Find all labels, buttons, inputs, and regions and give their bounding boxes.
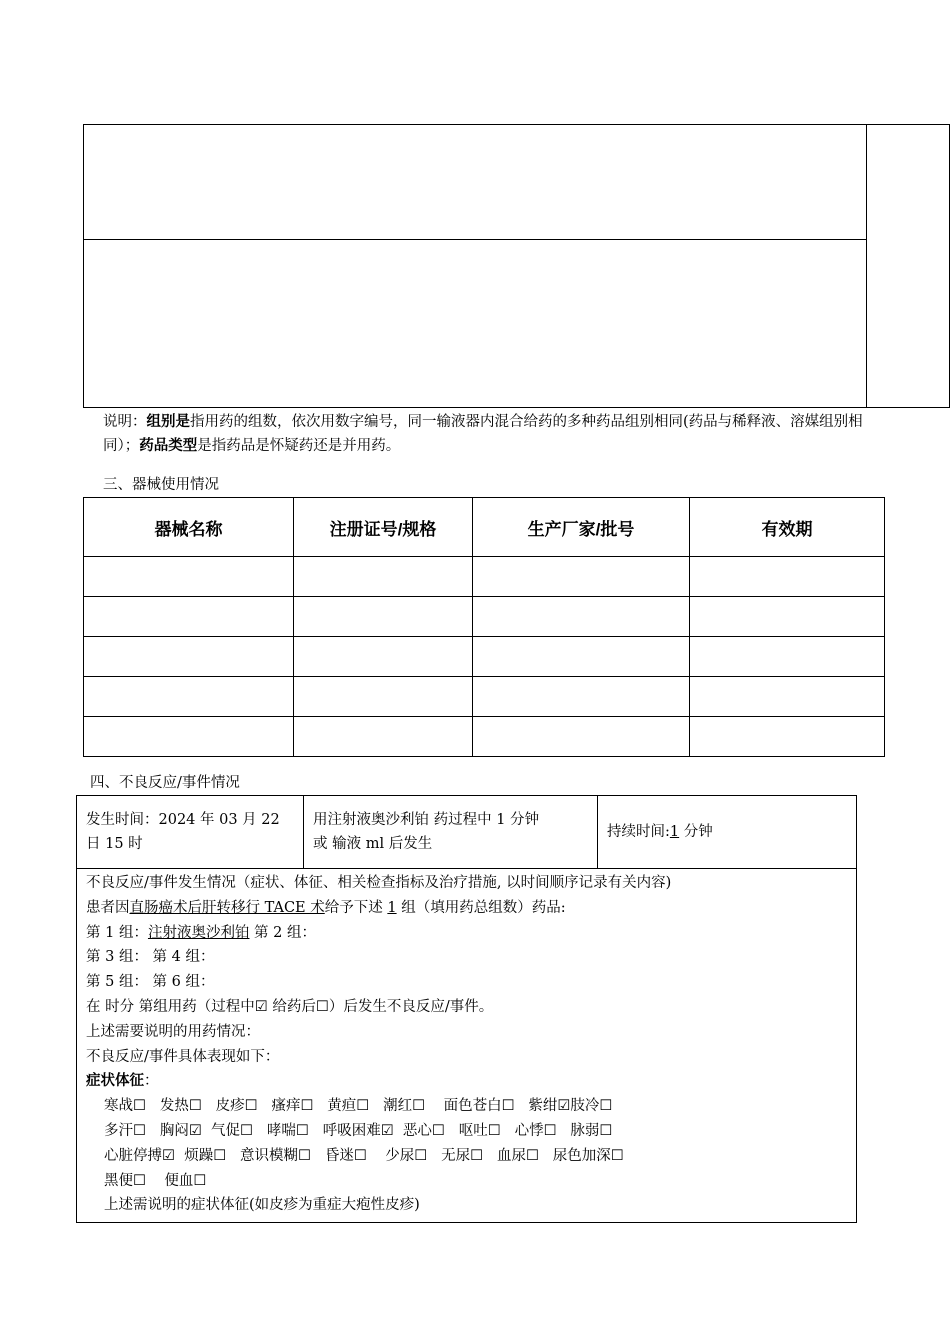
symptom-row-4[interactable]: 黑便☐ 便血☐: [104, 1172, 207, 1189]
device-cell[interactable]: [84, 717, 294, 757]
device-cell[interactable]: [690, 717, 885, 757]
drug-table-fragment: [83, 124, 950, 408]
patient-line: [86, 896, 847, 921]
group-2-label: 第 2 组：: [249, 924, 317, 941]
duration-cell: [598, 796, 857, 869]
col-manufacturer: 生产厂家/批号: [473, 498, 690, 557]
device-cell[interactable]: [473, 597, 690, 637]
device-cell[interactable]: [294, 637, 473, 677]
note-prefix: 说明：: [103, 414, 147, 430]
device-cell[interactable]: [294, 557, 473, 597]
drug-table-note: [103, 410, 863, 458]
groups-line-34: 第 3 组： 第 4 组：: [86, 949, 215, 966]
drug-table-cell-1: [84, 125, 867, 240]
occur-stage-line-1: 用注射液奥沙利铂 药过程中 1 分钟: [313, 812, 540, 828]
groups-line-12: [86, 921, 847, 946]
duration-unit: 分钟: [679, 824, 713, 840]
duration-label: 持续时间:: [607, 824, 670, 840]
symptom-row-1[interactable]: 寒战☐ 发热☐ 皮疹☐ 瘙痒☐ 黄疸☐ 潮红☐ 面色苍白☐ 紫绀☑肢冷☐: [104, 1098, 613, 1115]
symptom-row-2[interactable]: 多汗☐ 胸闷☑ 气促☐ 哮喘☐ 呼吸困难☑ 恶心☐ 呕吐☐ 心悸☐ 脉弱☐: [104, 1122, 613, 1139]
device-cell[interactable]: [84, 597, 294, 637]
device-cell[interactable]: [690, 637, 885, 677]
patient-mid: 给予下述: [324, 899, 388, 916]
occur-time: 发生时间：2024 年 03 月 22 日 15 时: [86, 812, 280, 852]
symptom-row-3[interactable]: 心脏停搏☑ 烦躁☐ 意识模糊☐ 昏迷☐ 少尿☐ 无尿☐ 血尿☐ 尿色加深☐: [104, 1147, 624, 1164]
note-text-1: 指用药的组数，依次用数字编号，同一输液器内混合给药的多种药品组别相同(药品与稀释液、溶媒组别相同）；: [103, 414, 863, 454]
event-description-cell: [77, 869, 857, 1223]
device-cell[interactable]: [294, 597, 473, 637]
device-cell[interactable]: [690, 677, 885, 717]
device-cell[interactable]: [294, 677, 473, 717]
group-count[interactable]: 1: [387, 899, 397, 916]
device-cell[interactable]: [473, 637, 690, 677]
drug-table-cell-2: [84, 240, 867, 408]
note-text-2: 是指药品是怀疑药还是并用药。: [197, 438, 401, 454]
event-body-row: [77, 869, 857, 1223]
event-header-row: [77, 796, 857, 869]
occur-stage-line-2: 或 输液 ml 后发生: [313, 836, 433, 852]
duration-value[interactable]: 1: [669, 824, 680, 840]
device-cell[interactable]: [294, 717, 473, 757]
event-table: [76, 795, 857, 1223]
device-table: [83, 497, 885, 757]
table-row: [84, 717, 885, 757]
table-row: [84, 597, 885, 637]
device-table-header: [84, 498, 885, 557]
drug-note: 上述需要说明的用药情况：: [86, 1023, 260, 1040]
note-term-group: 组别是: [146, 413, 190, 430]
group-1-drug[interactable]: 注射液奥沙利铂: [147, 924, 250, 941]
section-4-title: 四、不良反应/事件情况: [90, 775, 240, 791]
symptom-colon: ：: [144, 1073, 159, 1090]
device-cell[interactable]: [84, 637, 294, 677]
symptom-heading: 症状体征: [86, 1072, 144, 1090]
device-cell[interactable]: [690, 557, 885, 597]
description-heading: 不良反应/事件发生情况（症状、体征、相关检查指标及治疗措施, 以时间顺序记录有关内容): [86, 875, 672, 891]
col-device-name: 器械名称: [84, 498, 294, 557]
symptom-heading-line: [86, 1069, 847, 1094]
patient-suffix: 组（填用药总组数）药品:: [396, 899, 566, 916]
groups-line-56: 第 5 组： 第 6 组：: [86, 974, 215, 991]
manifest-line: 不良反应/事件具体表现如下：: [86, 1048, 280, 1065]
device-cell[interactable]: [84, 557, 294, 597]
device-cell[interactable]: [473, 557, 690, 597]
col-expiry: 有效期: [690, 498, 885, 557]
patient-prefix: 患者因: [86, 899, 130, 916]
group-1-label: 第 1 组：: [86, 924, 148, 941]
device-cell[interactable]: [473, 677, 690, 717]
device-cell[interactable]: [84, 677, 294, 717]
table-row: [84, 557, 885, 597]
timing-line: 在 时分 第组用药（过程中☑ 给药后☐）后发生不良反应/事件。: [86, 998, 494, 1015]
occur-stage-cell: [304, 796, 598, 869]
table-row: [84, 677, 885, 717]
diagnosis[interactable]: 直肠癌术后肝转移行 TACE 术: [129, 899, 325, 916]
note-term-drug-type: 药品类型: [139, 437, 198, 454]
col-registration: 注册证号/规格: [294, 498, 473, 557]
table-row: [84, 637, 885, 677]
device-cell[interactable]: [690, 597, 885, 637]
device-cell[interactable]: [473, 717, 690, 757]
section-3-title: 三、器械使用情况: [103, 477, 219, 493]
symptom-note: 上述需说明的症状体征(如皮疹为重症大疱性皮疹): [104, 1197, 420, 1214]
drug-table-side-cell: [867, 125, 950, 408]
occur-time-cell: [77, 796, 304, 869]
